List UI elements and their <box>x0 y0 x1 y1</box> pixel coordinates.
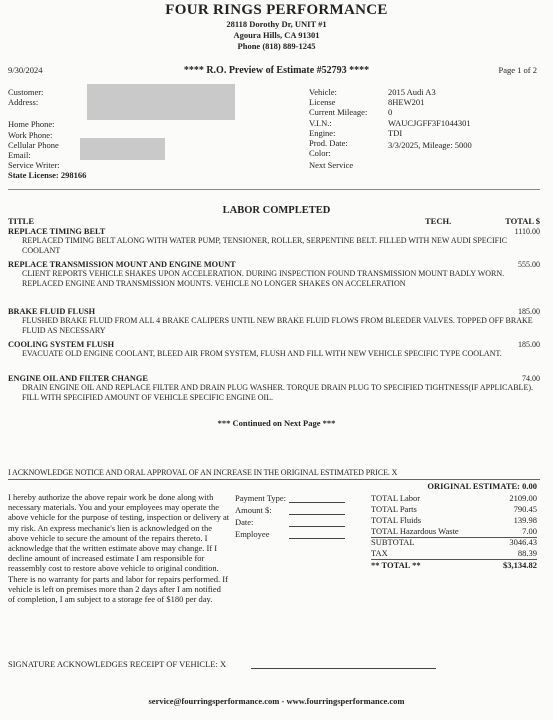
company-address-line2: Agoura Hills, CA 91301 <box>233 30 320 40</box>
labor-job <box>8 227 540 255</box>
authorization-text: I hereby authorize the above repair work be done along with necessary materials. You and your employees may operate the above vehicle for the purpose of testing, inspection or delivery at my risk. An express mechanic's lien is acknowledged on the above vehicle to secure the amount of the repairs thereto. I acknowledge that the written estimate above may change. If I decline amount of increased estimate I am responsible for reassembly cost to restore above vehicle to original condition. There is no warranty for parts and labor for repairs performed. If vehicle is left on premises more than 2 days after I am notified of completion, I am subject to a storage fee of $180 per day. <box>8 492 230 605</box>
license-value: 8HEW201 <box>388 97 425 108</box>
footer-contact: service@fourringsperformance.com - www.fourringsperformance.com <box>148 696 405 706</box>
mileage-value: 0 <box>388 107 393 118</box>
payment-type-field[interactable] <box>235 493 367 503</box>
total-label: TOTAL Labor <box>371 493 421 503</box>
amount-label: Amount $: <box>235 505 272 515</box>
company-name: FOUR RINGS PERFORMANCE <box>165 2 388 18</box>
date-field[interactable] <box>235 517 367 527</box>
license-label: License <box>309 97 336 108</box>
total-value: $3,134.82 <box>503 560 537 570</box>
service-writer-label: Service Writer: <box>8 160 60 171</box>
vehicle-value: 2015 Audi A3 <box>388 87 436 97</box>
total-label: TAX <box>371 548 388 558</box>
subtotal-row <box>371 537 537 548</box>
labor-job <box>8 307 540 335</box>
vin-label: V.I.N.: <box>309 117 332 128</box>
job-description: REPLACED TIMING BELT ALONG WITH WATER PUMP, TENSIONER, ROLLER, SERPENTINE BELT. FILLED WITH NEW AUDI SPECIFIC COOLANT <box>22 236 508 255</box>
job-title: REPLACE TRANSMISSION MOUNT AND ENGINE MOUNT <box>8 260 236 269</box>
customer-label: Customer: <box>8 87 44 97</box>
total-value: 139.98 <box>513 515 537 525</box>
customer-labels <box>8 87 86 181</box>
payment-type-label: Payment Type: <box>235 493 286 503</box>
labor-section-title: LABOR COMPLETED <box>222 205 331 216</box>
job-description: DRAIN ENGINE OIL AND REPLACE FILTER AND DRAIN PLUG WASHER. TORQUE DRAIN PLUG TO SPECIFIED TIGHTNESS(IF APPLICABLE). FILL WITH SPECIFIED AMOUNT OF VEHICLE SPECIFIC ENGINE OIL. <box>22 383 533 402</box>
vehicle-label: Vehicle: <box>309 87 337 97</box>
job-description: FLUSHED BRAKE FLUID FROM ALL 4 BRAKE CALIPERS UNTIL NEW BRAKE FLUID FLOWS FROM BLEEDER VALVES. TOPPED OFF BRAKE FLUID AS NECESSARY <box>22 316 533 335</box>
col-tech-header: TECH. <box>425 216 452 226</box>
vehicle-values <box>388 87 472 150</box>
document-date: 9/30/2024 <box>8 65 43 75</box>
vehicle-labels <box>309 87 367 171</box>
amount-field[interactable] <box>235 505 367 515</box>
total-label: ** TOTAL ** <box>371 560 421 570</box>
header-divider <box>8 189 540 190</box>
prod-date-label: Prod. Date: <box>309 138 348 149</box>
total-value: 88.39 <box>517 548 537 558</box>
home-phone-label: Home Phone: <box>8 119 55 130</box>
job-title: BRAKE FLUID FLUSH <box>8 307 96 316</box>
labor-job <box>8 340 540 359</box>
date-label: Date: <box>235 517 254 527</box>
job-description: CLIENT REPORTS VEHICLE SHAKES UPON ACCELERATION. DURING INSPECTION FOUND TRANSMISSION MOUNT BADLY WORN. REPLACED ENGINE AND TRANSMISSION MOUNTS. VEHICLE NO LONGER SHAKES ON ACCELERATION <box>22 269 505 288</box>
job-title: ENGINE OIL AND FILTER CHANGE <box>8 374 148 383</box>
state-license: State License: 298166 <box>8 170 87 181</box>
company-address-line1: 28118 Dorothy Dr, UNIT #1 <box>226 19 327 29</box>
labor-job <box>8 374 540 402</box>
work-phone-label: Work Phone: <box>8 129 53 140</box>
total-fluids-row <box>371 515 537 526</box>
employee-field[interactable] <box>235 529 367 539</box>
job-price: 185.00 <box>518 340 540 349</box>
vin-value: WAUCJGFF3F1044301 <box>388 117 471 128</box>
signature-line[interactable] <box>251 668 436 669</box>
total-value: 790.45 <box>513 504 537 514</box>
total-label: TOTAL Fluids <box>371 515 422 525</box>
job-price: 1110.00 <box>514 227 540 236</box>
tax-row <box>371 548 537 559</box>
job-title: REPLACE TIMING BELT <box>8 227 106 236</box>
mileage-label: Current Mileage: <box>309 107 368 118</box>
acknowledge-increase: I ACKNOWLEDGE NOTICE AND ORAL APPROVAL OF AN INCREASE IN THE ORIGINAL ESTIMATED PRICE. X <box>8 468 398 477</box>
total-parts-row <box>371 504 537 515</box>
col-total-header: TOTAL $ <box>505 216 540 226</box>
total-value: 7.00 <box>522 526 537 536</box>
job-price: 555.00 <box>518 260 540 269</box>
redacted-customer-info <box>87 84 235 120</box>
next-service-value: 3/3/2025, Mileage: 5000 <box>388 140 472 151</box>
total-label: TOTAL Parts <box>371 504 417 514</box>
engine-label: Engine: <box>309 127 336 138</box>
total-labor-row <box>371 493 537 504</box>
job-title: COOLING SYSTEM FLUSH <box>8 340 115 349</box>
job-price: 74.00 <box>522 374 540 383</box>
labor-job <box>8 260 540 288</box>
total-value: 3046.43 <box>509 537 537 547</box>
original-estimate: ORIGINAL ESTIMATE: 0.00 <box>427 481 537 491</box>
engine-value: TDI <box>388 127 403 138</box>
color-label: Color: <box>309 148 331 159</box>
job-price: 185.00 <box>518 307 540 316</box>
job-description: EVACUATE OLD ENGINE COOLANT, BLEED AIR FROM SYSTEM, FLUSH AND FILL WITH NEW VEHICLE SPECIFIC TYPE COOLANT. <box>22 349 502 358</box>
document-title: **** R.O. Preview of Estimate #52793 **** <box>183 65 370 76</box>
total-label: SUBTOTAL <box>371 537 415 547</box>
acknowledge-divider <box>8 479 540 480</box>
cell-phone-label: Cellular Phone <box>8 139 59 150</box>
employee-label: Employee <box>235 529 270 539</box>
grand-total-row <box>371 560 537 571</box>
redacted-phone-info <box>80 138 165 160</box>
total-label: TOTAL Hazardous Waste <box>371 526 459 536</box>
page-number: Page 1 of 2 <box>498 65 537 75</box>
company-phone: Phone (818) 889-1245 <box>237 41 316 51</box>
col-title-header: TITLE <box>8 216 34 226</box>
next-service-label: Next Service <box>309 160 354 171</box>
email-label: Email: <box>8 150 31 161</box>
signature-label: SIGNATURE ACKNOWLEDGES RECEIPT OF VEHICLE: X <box>8 659 227 669</box>
address-label: Address: <box>8 97 39 108</box>
total-value: 2109.00 <box>509 493 537 503</box>
total-hazardous-row <box>371 526 537 537</box>
continued-note: *** Continued on Next Page *** <box>217 418 336 428</box>
